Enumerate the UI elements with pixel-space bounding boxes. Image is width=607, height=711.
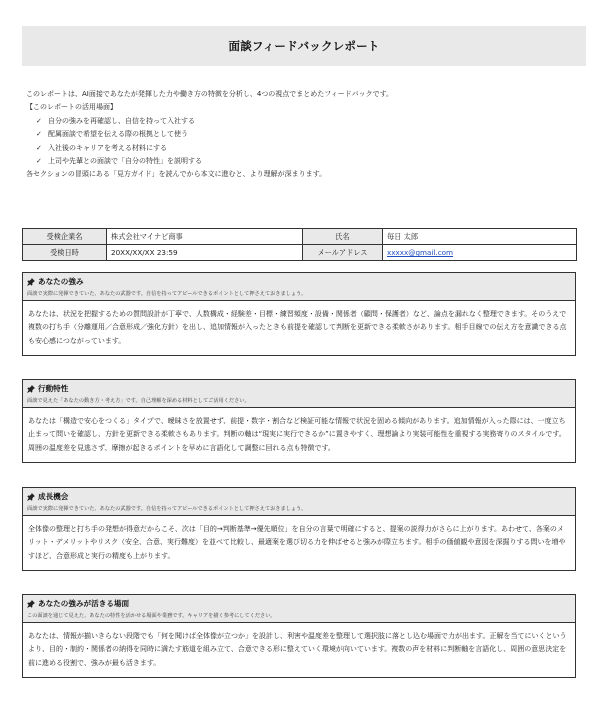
- check-icon: ✓: [36, 157, 42, 166]
- section-header: [23, 273, 575, 301]
- section-scenes: [22, 594, 576, 678]
- intro-block: [26, 88, 586, 182]
- section-title: あなたの強みが活きる場面: [38, 599, 130, 608]
- check-icon: ✓: [36, 143, 42, 152]
- date-value: 20XX/XX/XX 23:59: [107, 245, 303, 261]
- email-link[interactable]: xxxxx@gmail.com: [383, 245, 577, 261]
- use-text: 自分の強みを再確認し、自信を持って入社する: [48, 116, 195, 125]
- section-title: 成長機会: [38, 492, 69, 501]
- check-icon: ✓: [36, 116, 42, 125]
- report-title-bar: [22, 26, 586, 66]
- pin-icon: [27, 278, 35, 286]
- section-header: [23, 380, 575, 408]
- section-title: あなたの強み: [38, 277, 84, 286]
- table-row: [23, 245, 577, 261]
- company-value: 株式会社マイナビ商事: [107, 229, 303, 245]
- section-behavior: [22, 379, 576, 463]
- section-body: あなたは、状況を把握するための質問設計が丁寧で、人数構成・経験差・目標・練習頻度・設備・関係者（顧問・保護者）など、論点を漏れなく整理できます。そのうえで複数の打ち手（分離運用／合意形成／強化方針）を出し、追加情報が入ったときも前提を確認して判断を更新できる柔軟さがあります。相手目線での伝え方を意識できる点も安心感につながっています。: [28, 310, 567, 345]
- section-guide: 面談で実際に発揮できていた、あなたの武器です。自信を持ってアピールできるポイントとして押さえておきましょう。: [27, 291, 307, 297]
- section-strengths: [22, 272, 576, 356]
- uses-heading: 【このレポートの活用場面】: [26, 103, 117, 112]
- use-text: 配属面談で希望を伝える際の根拠として使う: [48, 130, 188, 139]
- section-header: [23, 488, 575, 516]
- pin-icon: [27, 385, 35, 393]
- page-title: 面談フィードバックレポート: [228, 39, 380, 53]
- section-body: 全体像の整理と打ち手の発想が得意だからこそ、次は「目的→判断基準→優先順位」を自分の言葉で明確にすると、提案の説得力がさらに上がります。あわせて、各案のメリット・デメリットやリスク（安全、合意、実行難度）を並べて比較し、最適案を選び切る力を伸ばせると強みが際立ちます。相手の価値観や意図を深掘りする問いを増やすほど、合意形成と実行の精度も上がります。: [28, 525, 566, 560]
- section-guide: この面談を通じて見えた、あなたの特性を活かせる場面や業務です。キャリアを描く参考にしてください。: [27, 613, 276, 619]
- section-guide: 面談で見えた「あなたの動き方・考え方」です。自己理解を深める材料としてご活用ください。: [27, 398, 250, 404]
- use-text: 入社後のキャリアを考える材料にする: [48, 143, 167, 152]
- pin-icon: [27, 600, 35, 608]
- list-item: [26, 128, 586, 141]
- list-item: [26, 142, 586, 155]
- section-body: あなたは「構造で安心をつくる」タイプで、曖昧さを放置せず、前提・数字・割合など検証可能な情報で状況を固める傾向があります。追加情報が入った際には、一度立ち止まって問いを確認し、方針を更新できる柔軟さもあります。判断の軸は“現実に実行できるか”に置きやすく、理想論より実装可能性を重視する実務寄りのスタイルです。周囲の温度差を見逃さず、摩擦が起きるポイントを早めに言語化して調整に回れる点も特徴です。: [28, 417, 566, 452]
- section-growth: [22, 487, 576, 571]
- name-label: 氏名: [303, 229, 383, 245]
- use-text: 上司や先輩との面談で「自分の特性」を説明する: [48, 157, 202, 166]
- section-title: 行動特性: [38, 384, 69, 393]
- email-label: メールアドレス: [303, 245, 383, 261]
- section-guide: 面談で実際に発揮できていた、あなたの武器です。自信を持ってアピールできるポイントとして押さえておきましょう。: [27, 506, 307, 512]
- list-item: [26, 115, 586, 128]
- name-value: 毎日 太郎: [383, 229, 577, 245]
- uses-list: [26, 115, 586, 169]
- company-label: 受検企業名: [23, 229, 107, 245]
- list-item: [26, 155, 586, 168]
- candidate-info-table: [22, 228, 577, 261]
- check-icon: ✓: [36, 130, 42, 139]
- section-body: あなたは、情報が揃いきらない段階でも「何を聞けば全体像が立つか」を設計し、利害や温度差を整理して選択肢に落とし込む場面で力が出ます。正解を当てにいくというより、目的・制約・関係者の納得を同時に満たす筋道を組み立て、合意できる形に整えていく環境が向いています。複数の声を材料に判断軸を言語化し、周囲の意思決定を前に進める役割で、強みが最も活きます。: [28, 632, 567, 667]
- section-header: [23, 595, 575, 623]
- intro-closing: 各セクションの冒頭にある「見方ガイド」を読んでから本文に進むと、より理解が深まります。: [26, 170, 327, 179]
- intro-text: このレポートは、AI面接であなたが発揮した力や働き方の特徴を分析し、4つの視点でまとめたフィードバックです。: [26, 90, 394, 98]
- date-label: 受検日時: [23, 245, 107, 261]
- pin-icon: [27, 493, 35, 501]
- table-row: [23, 229, 577, 245]
